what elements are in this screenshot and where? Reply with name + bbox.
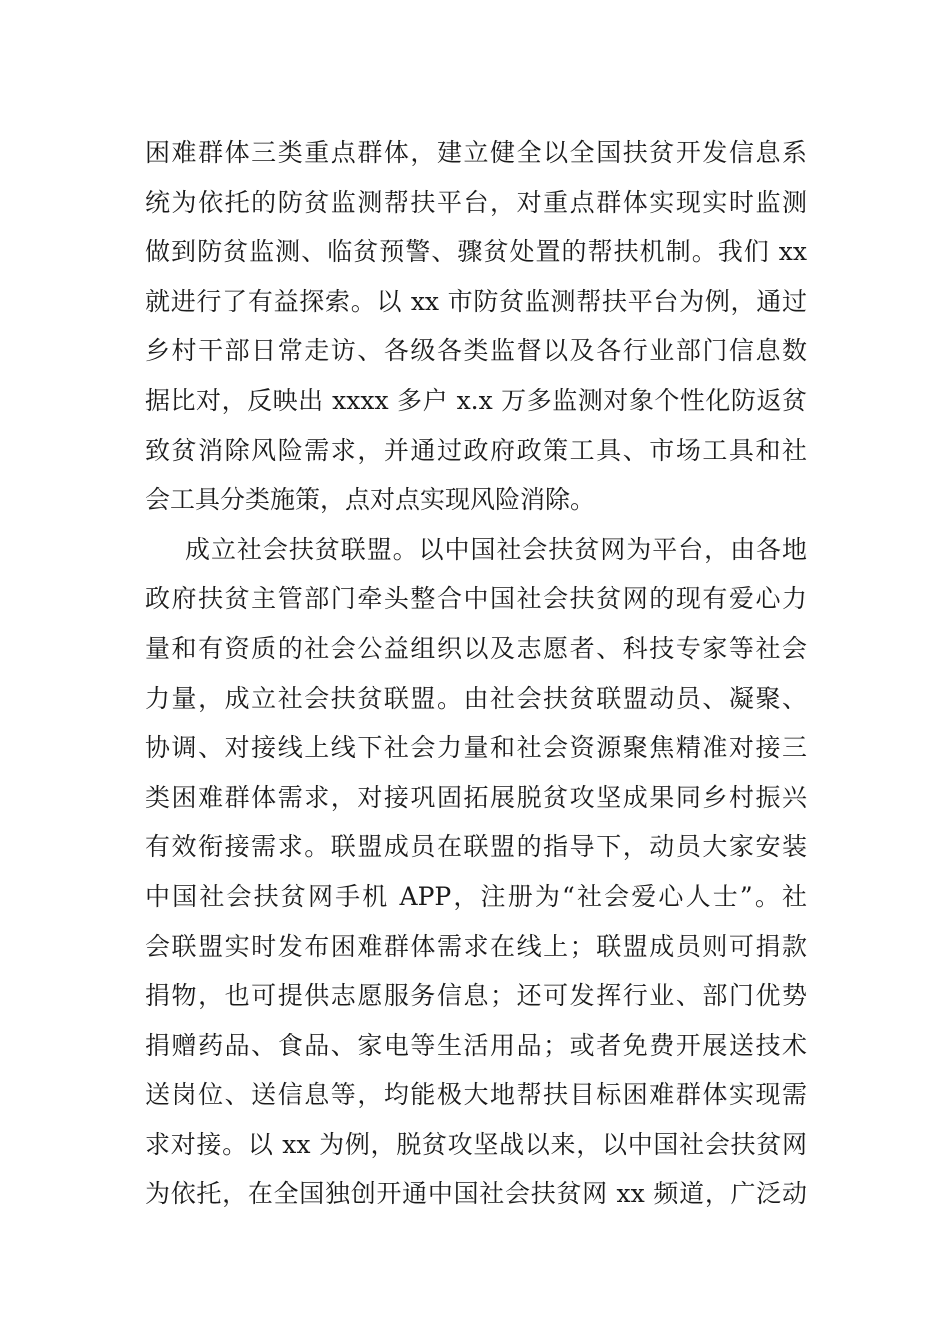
text-line: 类困难群体需求，对接巩固拓展脱贫攻坚成果同乡村振兴 [145, 782, 807, 812]
text-line: 力量，成立社会扶贫联盟。由社会扶贫联盟动员、凝聚、 [145, 683, 807, 713]
text-line: 送岗位、送信息等，均能极大地帮扶目标困难群体实现需 [145, 1080, 807, 1110]
text-line: 捐物，也可提供志愿服务信息；还可发挥行业、部门优势 [145, 981, 807, 1011]
paragraph-monitoring-platform [145, 128, 807, 525]
text-line: 据比对，反映出 xxxx 多户 x.x 万多监测对象个性化防返贫 [145, 385, 807, 415]
document-body [145, 128, 807, 1219]
paragraph-social-alliance [145, 525, 807, 1219]
text-line: 捐赠药品、食品、家电等生活用品；或者免费开展送技术 [145, 1030, 807, 1060]
text-line: 求对接。以 xx 为例，脱贫攻坚战以来，以中国社会扶贫网 [145, 1129, 807, 1159]
text-line: 会联盟实时发布困难群体需求在线上；联盟成员则可捐款 [145, 931, 807, 961]
text-line: 量和有资质的社会公益组织以及志愿者、科技专家等社会 [145, 633, 807, 663]
text-line: 会工具分类施策，点对点实现风险消除。 [145, 485, 596, 515]
text-line: 致贫消除风险需求，并通过政府政策工具、市场工具和社 [145, 435, 807, 465]
text-line: 困难群体三类重点群体，建立健全以全国扶贫开发信息系 [145, 138, 807, 167]
text-line: 就进行了有益探索。以 xx 市防贫监测帮扶平台为例，通过 [145, 286, 807, 316]
text-line: 有效衔接需求。联盟成员在联盟的指导下，动员大家安装 [145, 832, 807, 862]
text-line: 成立社会扶贫联盟。以中国社会扶贫网为平台，由各地 [185, 534, 807, 564]
text-line: 乡村干部日常走访、各级各类监督以及各行业部门信息数 [145, 336, 807, 366]
text-line: 政府扶贫主管部门牵头整合中国社会扶贫网的现有爱心力 [145, 584, 807, 614]
text-line: 协调、对接线上线下社会力量和社会资源聚焦精准对接三 [145, 733, 807, 763]
text-line: 做到防贫监测、临贫预警、骤贫处置的帮扶机制。我们 xx [145, 237, 807, 267]
text-line: 中国社会扶贫网手机 APP，注册为“社会爱心人士”。社 [145, 881, 807, 911]
text-line: 统为依托的防贫监测帮扶平台，对重点群体实现实时监测 [145, 187, 807, 217]
text-line: 为依托，在全国独创开通中国社会扶贫网 xx 频道，广泛动 [145, 1179, 807, 1209]
